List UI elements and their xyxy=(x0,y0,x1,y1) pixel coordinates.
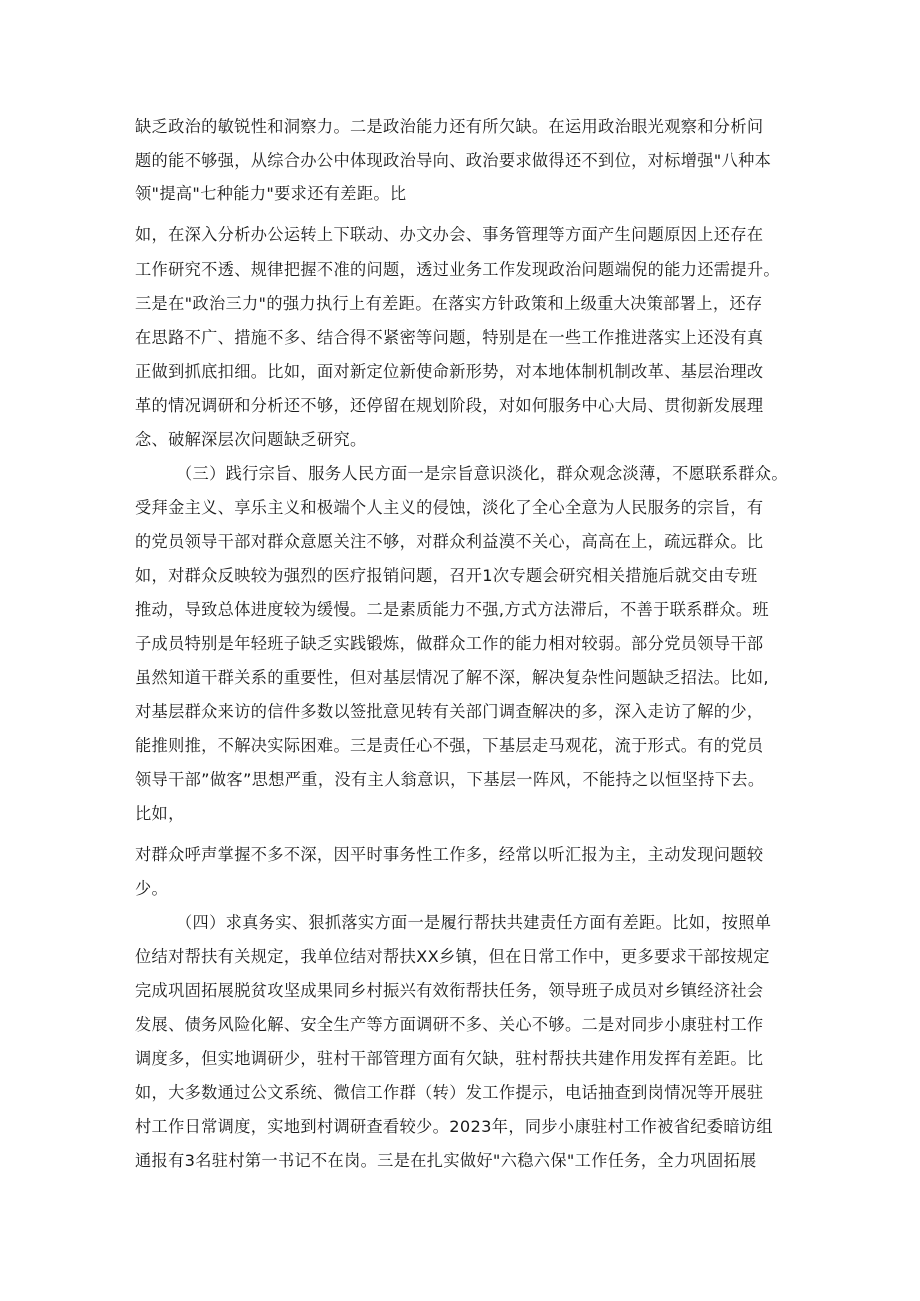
text-line: 比如， xyxy=(135,804,185,823)
text-line: 领导干部”做客”思想严重，没有主人翁意识，下基层一阵风，不能持之以恒坚持下去。 xyxy=(135,770,765,789)
text-line: 如，在深入分析办公运转上下联动、办文办会、事务管理等方面产生问题原因上还存在 xyxy=(135,225,764,244)
text-line: 对群众呼声掌握不多不深，因平时事务性工作多，经常以听汇报为主，主动发现问题较 xyxy=(135,845,764,864)
text-line: 发展、债务风险化解、安全生产等方面调研不多、关心不够。二是对同步小康驻村工作 xyxy=(135,1015,764,1034)
section-heading-line: （三）践行宗旨、服务人民方面一是宗旨意识淡化，群众观念淡薄，不愿联系群众。 xyxy=(176,464,788,483)
text-line: 通报有3名驻村第一书记不在岗。三是在扎实做好"六稳六保"工作任务，全力巩固拓展 xyxy=(135,1151,757,1170)
text-line: 如，大多数通过公文系统、微信工作群（转）发工作提示，电话抽查到岗情况等开展驻 xyxy=(135,1083,764,1102)
section-heading-line: （四）求真务实、狠抓落实方面一是履行帮扶共建责任方面有差距。比如，按照单 xyxy=(176,913,772,932)
text-line: 完成巩固拓展脱贫攻坚成果同乡村振兴有效衔帮扶任务，领导班子成员对乡镇经济社会 xyxy=(135,981,764,1000)
text-line: 村工作日常调度，实地到村调研查看较少。2023年，同步小康驻村工作被省纪委暗访组 xyxy=(135,1117,773,1136)
text-line: 在思路不广、措施不多、结合得不紧密等问题，特别是在一些工作推进落实上还没有真 xyxy=(135,328,764,347)
text-line: 能推则推，不解决实际困难。三是责任心不强，下基层走马观花，流于形式。有的党员 xyxy=(135,736,764,755)
text-line: 革的情况调研和分析还不够，还停留在规划阶段，对如何服务中心大局、贯彻新发展理 xyxy=(135,396,764,415)
text-line: 如，对群众反映较为强烈的医疗报销问题，召开1次专题会研究相关措施后就交由专班 xyxy=(135,566,758,585)
text-line: 的党员领导干部对群众意愿关注不够，对群众利益漠不关心，高高在上，疏远群众。比 xyxy=(135,532,764,551)
text-line: 念、破解深层次问题缺乏研究。 xyxy=(135,430,367,449)
text-line: 缺乏政治的敏锐性和洞察力。二是政治能力还有所欠缺。在运用政治眼光观察和分析问 xyxy=(135,117,764,136)
text-line: 子成员特别是年轻班子缺乏实践锻炼，做群众工作的能力相对较弱。部分党员领导干部 xyxy=(135,634,764,653)
text-line: 推动，导致总体进度较为缓慢。二是素质能力不强,方式方法滞后，不善于联系群众。班 xyxy=(135,600,769,619)
text-line: 虽然知道干群关系的重要性，但对基层情况了解不深，解决复杂性问题缺乏招法。比如, xyxy=(135,668,769,687)
text-line: 题的能不够强，从综合办公中体现政治导向、政治要求做得还不到位，对标增强"八种本 xyxy=(135,151,772,170)
text-line: 调度多，但实地调研少，驻村干部管理方面有欠缺，驻村帮扶共建作用发挥有差距。比 xyxy=(135,1049,764,1068)
text-line: 正做到抓底扣细。比如，面对新定位新使命新形势，对本地体制机制改革、基层治理改 xyxy=(135,362,764,381)
text-line: 对基层群众来访的信件多数以签批意见转有关部门调查解决的多，深入走访了解的少， xyxy=(135,702,764,721)
text-line: 受拜金主义、享乐主义和极端个人主义的侵蚀，淡化了全心全意为人民服务的宗旨，有 xyxy=(135,498,764,517)
text-line: 少。 xyxy=(135,879,169,898)
text-line: 工作研究不透、规律把握不准的问题，透过业务工作发现政治问题端倪的能力还需提升。 xyxy=(135,260,780,279)
text-line: 位结对帮扶有关规定，我单位结对帮扶XX乡镇，但在日常工作中，更多要求干部按规定 xyxy=(135,947,770,966)
text-line: 三是在"政治三力"的强力执行上有差距。在落实方针政策和上级重大决策部署上，还存 xyxy=(135,294,763,313)
text-line: 领"提高"七种能力"要求还有差距。比 xyxy=(135,184,407,203)
